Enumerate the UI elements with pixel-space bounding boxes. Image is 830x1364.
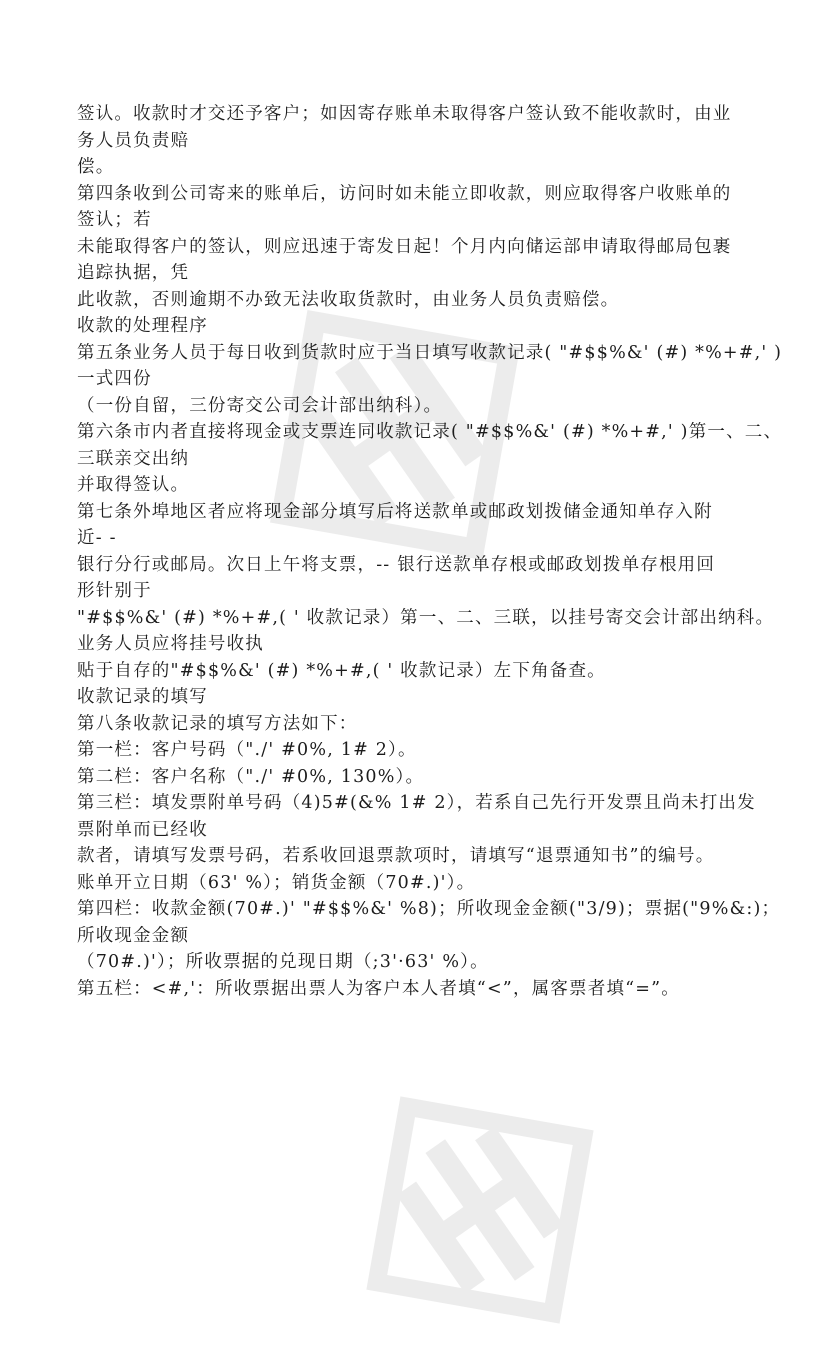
article-6-line: 第六条市内者直接将现金或支票连同收款记录( "#$$%&' (#) *%+#,' )第一、二、 <box>77 422 783 442</box>
column-2-line: 第二栏：客户名称（"./' #0%, 130%）。 <box>77 766 425 787</box>
watermark-logo-icon <box>330 1060 630 1360</box>
text-line: 未能取得客户的签认，则应迅速于寄发日起！个月内向储运部申请取得邮局包裹 <box>77 236 732 257</box>
text-line: 追踪执据，凭 <box>77 263 190 283</box>
document-body <box>77 101 783 1002</box>
text-line: 签认；若 <box>77 210 152 230</box>
text-line: （70#.)'）；所收票据的兑现日期（;3'·63' %）。 <box>77 952 489 972</box>
article-8-line: 第八条收款记录的填写方法如下： <box>77 713 358 734</box>
column-5-line: 第五栏：<#,'：所收票据出票人为客户本人者填“<”，属客票者填“=”。 <box>77 978 681 999</box>
article-7-line: 第七条外埠地区者应将现金部分填写后将送款单或邮政划拨储金通知单存入附 <box>77 501 713 522</box>
article-5-line: 第五条业务人员于每日收到货款时应于当日填写收款记录( "#$$%&' (#) *%+#,' ) <box>77 342 783 363</box>
text-line: 所收现金金额 <box>77 925 190 946</box>
text-line: 签认。收款时才交还予客户；如因寄存账单未取得客户签认致不能收款时，由业 <box>77 104 732 124</box>
text-line: 贴于自存的"#$$%&' (#) *%+#,( ' 收款记录）左下角备查。 <box>77 660 606 681</box>
text-line: 此收款，否则逾期不办致无法收取货款时，由业务人员负责赔偿。 <box>77 289 620 310</box>
column-4-line: 第四栏：收款金额(70#.)' "#$$%&' %8)；所收现金金额("3/9)；票据("9%&:)； <box>77 899 781 919</box>
text-line: 一式四份 <box>77 369 152 389</box>
text-line: 偿。 <box>77 157 115 177</box>
text-line: 三联亲交出纳 <box>77 448 190 469</box>
section-heading: 收款的处理程序 <box>77 316 208 336</box>
text-line: （一份自留，三份寄交公司会计部出纳科）。 <box>77 395 443 416</box>
text-line: 并取得签认。 <box>77 475 190 495</box>
section-heading: 收款记录的填写 <box>77 687 208 707</box>
column-1-line: 第一栏：客户号码（"./' #0%, 1# 2）。 <box>77 740 417 760</box>
text-line: 近- - <box>77 528 117 548</box>
text-line: "#$$%&' (#) *%+#,( ' 收款记录）第一、二、三联，以挂号寄交会计部出纳科。 <box>77 607 775 628</box>
text-line: 账单开立日期（63' %）；销货金额（70#.)'）。 <box>77 872 476 893</box>
text-line: 务人员负责赔 <box>77 130 190 151</box>
watermark-logo-icon <box>330 1060 630 1360</box>
text-line: 形针别于 <box>77 581 152 601</box>
article-4-heading-line: 第四条收到公司寄来的账单后，访问时如未能立即收款，则应取得客户收账单的 <box>77 183 732 204</box>
column-3-line: 第三栏：填发票附单号码（4)5#(&% 1# 2），若系自己先行开发票且尚未打出发 <box>77 793 756 813</box>
text-line: 银行分行或邮局。次日上午将支票，-- 银行送款单存根或邮政划拨单存根用回 <box>77 554 716 575</box>
text-line: 款者，请填写发票号码，若系收回退票款项时，请填写“退票通知书”的编号。 <box>77 846 715 866</box>
text-line: 业务人员应将挂号收执 <box>77 634 264 654</box>
text-line: 票附单而已经收 <box>77 819 208 840</box>
